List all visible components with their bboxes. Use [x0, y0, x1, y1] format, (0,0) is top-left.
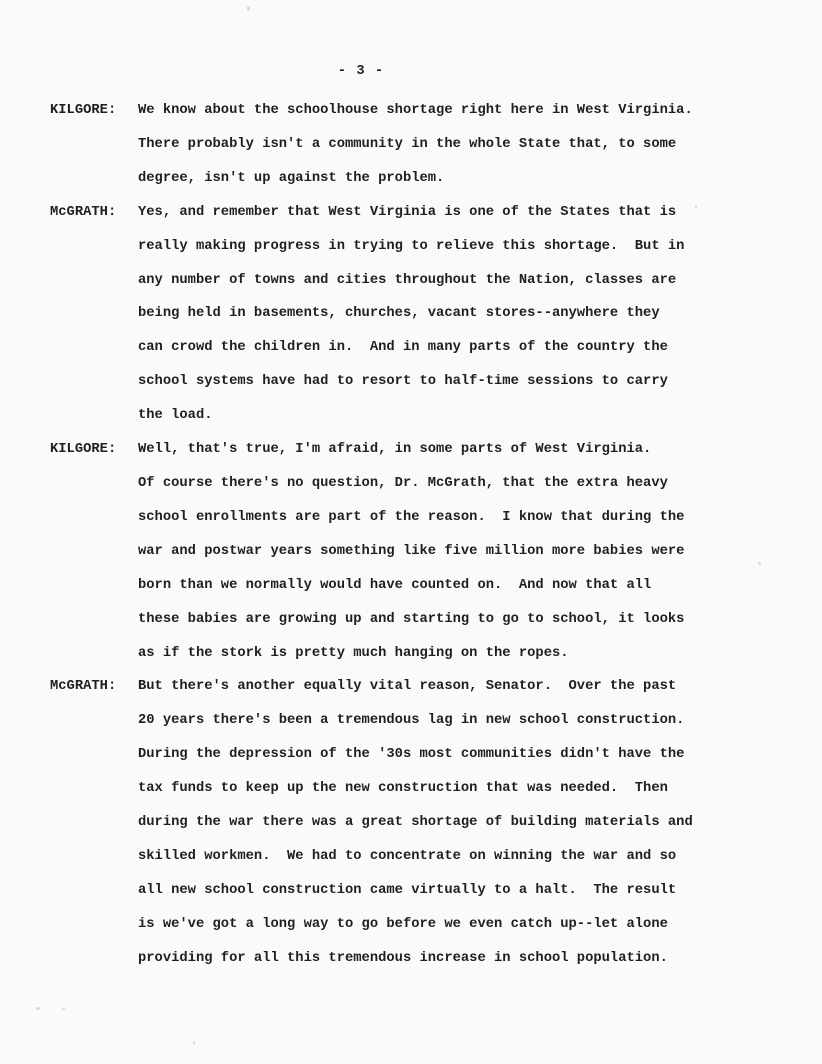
scan-speck: [247, 6, 250, 11]
scan-speck: [36, 1007, 40, 1010]
speaker-label: McGRATH:: [50, 679, 117, 695]
dialogue-line: any number of towns and cities throughout the Nation, classes are: [138, 272, 677, 288]
dialogue-line: war and postwar years something like five million more babies were: [138, 543, 685, 559]
page-number: - 3 -: [337, 64, 385, 79]
scan-speck: [62, 1008, 65, 1010]
speaker-label: McGRATH:: [50, 204, 117, 220]
dialogue-line: degree, isn't up against the problem.: [138, 170, 445, 186]
speaker-label: KILGORE:: [50, 103, 117, 118]
dialogue-line: Well, that's true, I'm afraid, in some parts of West Virginia.: [138, 442, 652, 458]
dialogue-line: school systems have had to resort to half-time sessions to carry: [138, 374, 668, 390]
dialogue-line: During the depression of the '30s most communities didn't have the: [138, 747, 685, 763]
dialogue-entry: [0, 94, 822, 196]
dialogue-line: can crowd the children in. And in many parts of the country the: [138, 340, 668, 356]
dialogue-line: tax funds to keep up the new construction that was needed. Then: [138, 781, 668, 797]
dialogue-line: school enrollments are part of the reason. I know that during the: [138, 509, 685, 525]
dialogue-line: all new school construction came virtually to a halt. The result: [138, 882, 677, 898]
dialogue-line: being held in basements, churches, vacant stores--anywhere they: [138, 306, 660, 322]
dialogue-entry: [0, 196, 822, 433]
transcript: [0, 94, 822, 976]
scan-speck: [193, 1041, 195, 1045]
scan-speck: [758, 562, 761, 565]
dialogue-line: the load.: [138, 408, 213, 424]
dialogue-line: these babies are growing up and starting to go to school, it looks: [138, 611, 685, 627]
speaker-label: KILGORE:: [50, 442, 117, 458]
dialogue-line: skilled workmen. We had to concentrate on winning the war and so: [138, 848, 677, 864]
scan-speck: [695, 205, 697, 209]
dialogue-line: born than we normally would have counted on. And now that all: [138, 577, 652, 593]
dialogue-line: But there's another equally vital reason, Senator. Over the past: [138, 679, 677, 695]
dialogue-line: 20 years there's been a tremendous lag in new school construction.: [138, 713, 685, 729]
dialogue-line: We know about the schoolhouse shortage right here in West Virginia.: [138, 103, 693, 118]
dialogue-line: providing for all this tremendous increase in school population.: [138, 950, 668, 966]
dialogue-line: There probably isn't a community in the whole State that, to some: [138, 136, 677, 152]
dialogue-line: Of course there's no question, Dr. McGrath, that the extra heavy: [138, 475, 668, 491]
dialogue-line: during the war there was a great shortage of building materials and: [138, 815, 693, 831]
dialogue-line: Yes, and remember that West Virginia is one of the States that is: [138, 204, 677, 220]
dialogue-line: really making progress in trying to relieve this shortage. But in: [138, 238, 685, 254]
dialogue-entry: [0, 433, 822, 670]
dialogue-entry: [0, 670, 822, 975]
dialogue-line: as if the stork is pretty much hanging on the ropes.: [138, 645, 569, 661]
dialogue-line: is we've got a long way to go before we even catch up--let alone: [138, 916, 668, 932]
